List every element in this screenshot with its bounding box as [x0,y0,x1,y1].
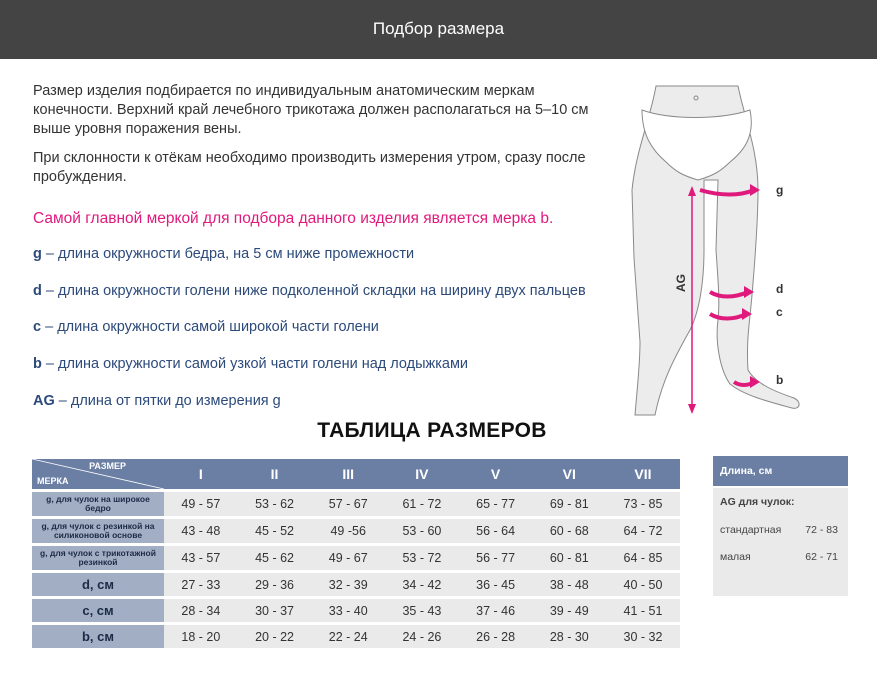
table-cell: 56 - 64 [459,519,533,543]
table-row [32,492,680,516]
c-label: c [776,305,783,319]
legend-text: – длина окружности голени ниже подколенной складки на ширину двух пальцев [41,283,586,299]
table-cell: 39 - 49 [532,599,606,622]
top-bar [0,0,877,59]
size-header-4: IV [385,459,459,489]
length-table [713,456,848,596]
highlight-note: Самой главной меркой для подбора данного изделия является мерка b. [33,210,554,227]
table-row [32,599,680,622]
table-cell: 30 - 37 [238,599,312,622]
table-row [32,625,680,648]
ag-label: AG [674,274,688,292]
table-cell: 34 - 42 [385,573,459,596]
legend-key: g [33,246,42,262]
legend-key: c [33,319,42,335]
table-cell: 49 - 67 [311,546,385,570]
table-cell: 49 - 57 [164,492,238,516]
table-cell: 73 - 85 [606,492,680,516]
legend-item-b [33,356,468,372]
table-cell: 28 - 34 [164,599,238,622]
legend-item-c [33,319,379,335]
corner-size-label: РАЗМЕР [89,461,126,471]
table-cell: 65 - 77 [459,492,533,516]
legend-text: – длина от пятки до измерения g [54,393,281,409]
size-header-5: V [459,459,533,489]
table-cell: 64 - 72 [606,519,680,543]
corner-measure-label: МЕРКА [37,476,69,486]
ag-arrow-bottom [688,404,696,414]
legend-key: AG [33,393,55,409]
table-cell: 41 - 51 [606,599,680,622]
intro-paragraph-2: При склонности к отёкам необходимо производить измерения утром, сразу после пробуждения. [33,150,586,185]
table-cell: 27 - 33 [164,573,238,596]
table-cell: 49 -56 [311,519,385,543]
leg-measurement-figure [580,80,877,420]
table-cell: 57 - 67 [311,492,385,516]
size-table [32,456,680,651]
table-cell: 36 - 45 [459,573,533,596]
table-cell: 40 - 50 [606,573,680,596]
intro-paragraph-1: Размер изделия подбирается по индивидуальным анатомическим меркам конечности. Верхний край лечебного трикотажа должен располагаться на 5–10 см выше уровня поражения вены. [33,83,589,137]
length-table-header: Длина, см [713,456,848,486]
size-table-body [32,492,680,648]
legend-item-d [33,283,586,299]
legend-text: – длина окружности самой узкой части голени над лодыжками [41,356,469,372]
table-cell: 60 - 81 [532,546,606,570]
table-cell: 37 - 46 [459,599,533,622]
size-header-2: II [238,459,312,489]
table-corner [32,459,164,489]
row-label: g, для чулок на широкое бедро [32,492,164,516]
table-cell: 24 - 26 [385,625,459,648]
table-cell: 53 - 72 [385,546,459,570]
size-header-6: VI [532,459,606,489]
length-row-label: стандартная [720,524,782,536]
table-cell: 43 - 48 [164,519,238,543]
page-title: Подбор размера [372,19,505,38]
table-cell: 33 - 40 [311,599,385,622]
intro-text [33,82,618,197]
table-row [32,519,680,543]
table-cell: 43 - 57 [164,546,238,570]
table-cell: 32 - 39 [311,573,385,596]
row-label: d, см [32,573,164,596]
length-table-body [713,488,848,596]
table-cell: 64 - 85 [606,546,680,570]
table-cell: 22 - 24 [311,625,385,648]
table-cell: 28 - 30 [532,625,606,648]
length-row-label: малая [720,551,751,563]
table-cell: 69 - 81 [532,492,606,516]
g-label: g [776,183,784,197]
size-table-header [32,459,680,489]
legend-text: – длина окружности самой широкой части голени [41,319,379,335]
table-cell: 30 - 32 [606,625,680,648]
table-cell: 60 - 68 [532,519,606,543]
table-cell: 26 - 28 [459,625,533,648]
size-header-1: I [164,459,238,489]
table-cell: 20 - 22 [238,625,312,648]
table-row [32,573,680,596]
length-row-value: 62 - 71 [805,551,838,563]
table-cell: 18 - 20 [164,625,238,648]
legend-key: d [33,283,42,299]
b-label: b [776,373,784,387]
d-label: d [776,282,784,296]
row-label: b, см [32,625,164,648]
row-label: g, для чулок с резинкой на силиконовой основе [32,519,164,543]
row-label: c, см [32,599,164,622]
table-cell: 45 - 52 [238,519,312,543]
length-table-subheader: AG для чулок: [720,496,795,508]
length-row-small [720,551,838,563]
legend-item-g [33,246,414,262]
row-label: g, для чулок с трикотажной резинкой [32,546,164,570]
legend-text: – длина окружности бедра, на 5 см ниже промежности [41,246,415,262]
table-cell: 29 - 36 [238,573,312,596]
size-header-3: III [311,459,385,489]
size-header-7: VII [606,459,680,489]
legend-item-ag [33,393,281,409]
table-cell: 53 - 62 [238,492,312,516]
length-row-standard [720,524,838,536]
table-cell: 53 - 60 [385,519,459,543]
legend-key: b [33,356,42,372]
table-cell: 38 - 48 [532,573,606,596]
length-row-value: 72 - 83 [805,524,838,536]
table-cell: 45 - 62 [238,546,312,570]
table-cell: 35 - 43 [385,599,459,622]
size-table-title: ТАБЛИЦА РАЗМЕРОВ [317,419,547,442]
table-row [32,546,680,570]
table-cell: 61 - 72 [385,492,459,516]
table-cell: 56 - 77 [459,546,533,570]
